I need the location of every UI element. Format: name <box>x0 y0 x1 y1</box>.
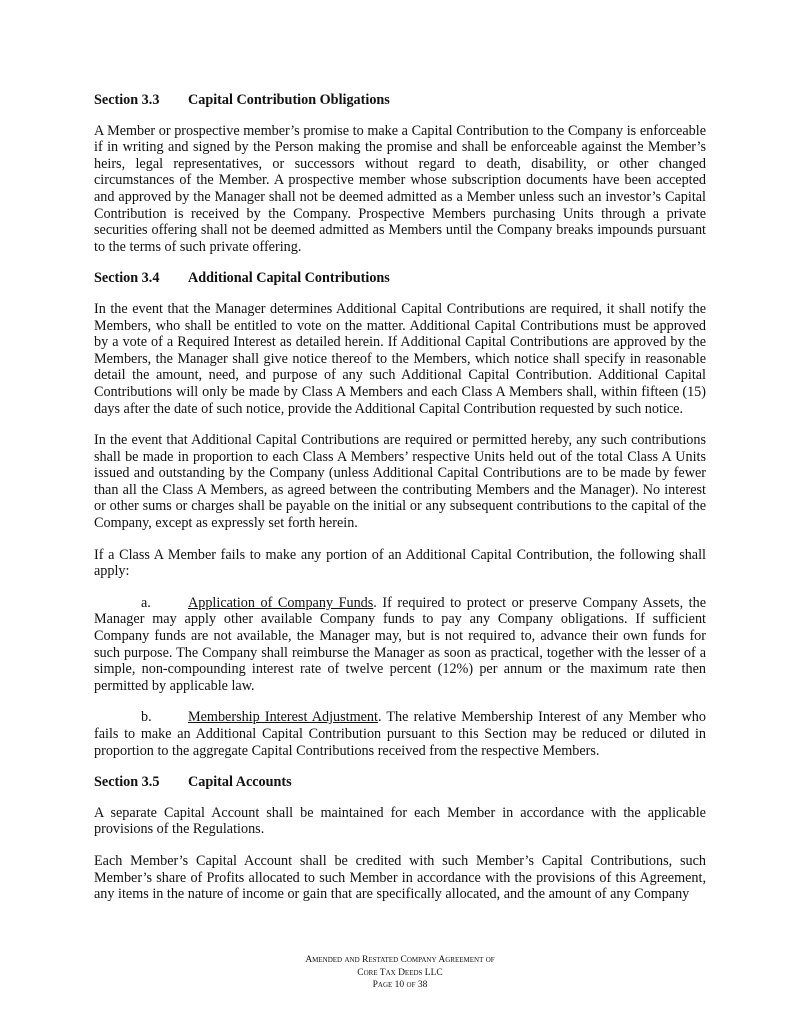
section-title: Capital Accounts <box>188 774 292 791</box>
paragraph: Each Member’s Capital Account shall be credited with such Member’s Capital Contributions, such Member’s share of Profits allocated to such Member in accordance with the provisions of this Agreement, any items in the nature of income or gain that are specifically allocated, and the amount of any Company <box>94 852 706 903</box>
section-3-5-heading <box>94 774 706 791</box>
section-title: Additional Capital Contributions <box>188 270 390 287</box>
paragraph: A Member or prospective member’s promise to make a Capital Contribution to the Company is enforceable if in writing and signed by the Person making the promise and shall be enforceable against the Member’s heirs, legal representatives, or successors without regard to death, disability, or other changed circumstances of the Member. A prospective member whose subscription documents have been accepted and approved by the Manager shall not be deemed admitted as a Member unless such an investor’s Capital Contribution is received by the Company. Prospective Members purchasing Units through a private securities offering shall not be deemed admitted as Members until the Company breaks impounds pursuant to the terms of such private offering. <box>94 122 706 255</box>
paragraph: In the event that Additional Capital Contributions are required or permitted hereby, any such contributions shall be made in proportion to each Class A Members’ respective Units held out of the total Class A Units issued and outstanding by the Company (unless Additional Capital Contributions are to be made by fewer than all the Class A Members, as agreed between the contributing Members and the Manager). No interest or other sums or charges shall be payable on the initial or any subsequent contributions to the capital of the Company, except as expressly set forth herein. <box>94 432 706 532</box>
paragraph: A separate Capital Account shall be maintained for each Member in accordance with the applicable provisions of the Regulations. <box>94 804 706 838</box>
section-title: Capital Contribution Obligations <box>188 92 390 108</box>
section-number: Section 3.3 <box>94 92 160 108</box>
subsection-title: Membership Interest Adjustment <box>188 709 378 726</box>
paragraph: If a Class A Member fails to make any portion of an Additional Capital Contribution, the following shall apply: <box>94 546 706 580</box>
subsection-title: Application of Company Funds <box>188 594 374 611</box>
footer-agreement-title: Amended and Restated Company Agreement of <box>305 955 495 965</box>
section-3-3-heading <box>94 92 706 109</box>
footer-page-number: Page 10 of 38 <box>372 980 428 990</box>
subsection-b <box>94 709 706 759</box>
subsection-text: . If required to protect or preserve Company Assets, the Manager may apply other available Company funds to pay any Company obligations. If sufficient Company funds are not available, the Manager may, but is not required to, advance their own funds for such purpose. The Company shall reimburse the Manager as soon as practical, together with the lesser of a simple, non-compounding interest rate of twelve percent (12%) per annum or the maximum rate then permitted by applicable law. <box>94 594 706 694</box>
page-footer <box>0 954 800 992</box>
subsection-label: a. <box>141 594 151 611</box>
document-body <box>94 92 706 918</box>
section-number: Section 3.4 <box>94 270 160 287</box>
subsection-text: . The relative Membership Interest of any Member who fails to make an Additional Capital Contribution pursuant to this Section may be reduced or diluted in proportion to the aggregate Capital Contributions received from the respective Members. <box>94 709 706 759</box>
subsection-label: b. <box>141 709 152 726</box>
paragraph: In the event that the Manager determines Additional Capital Contributions are required, it shall notify the Members, who shall be entitled to vote on the matter. Additional Capital Contributions must be approved by a vote of a Required Interest as detailed herein. If Additional Capital Contributions are approved by the Members, the Manager shall give notice thereof to the Members, which notice shall specify in reasonable detail the amount, need, and purpose of any such Additional Capital Contribution. Additional Capital Contributions will only be made by Class A Members and each Class A Members shall, within fifteen (15) days after the date of such notice, provide the Additional Capital Contribution requested by such notice. <box>94 300 706 417</box>
subsection-a <box>94 595 706 695</box>
footer-company-name: Core Tax Deeds LLC <box>357 967 443 978</box>
section-number: Section 3.5 <box>94 774 160 791</box>
section-3-4-heading <box>94 270 706 287</box>
